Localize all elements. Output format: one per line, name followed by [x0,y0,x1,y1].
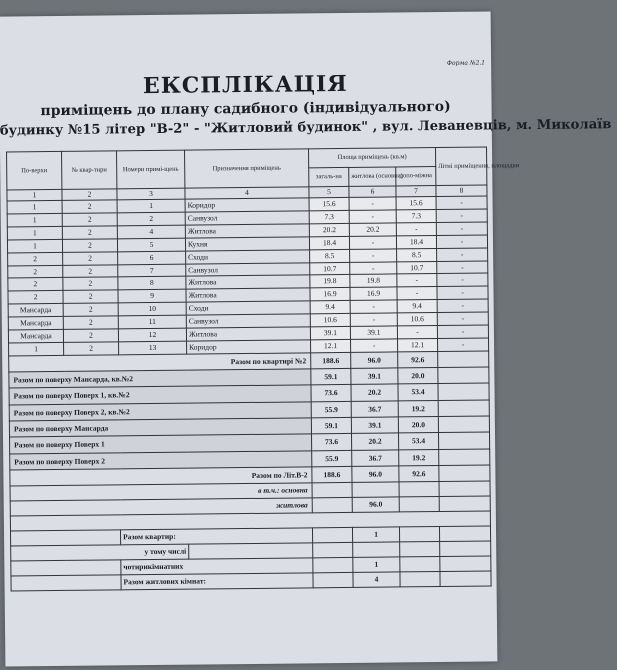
form-number: Форма №2.1 [446,59,486,67]
room-number-cell: 9 [118,289,186,303]
total-area-cell: 20.2 [309,223,349,236]
floor-sum-label: Разом по поверху Поверх 1 [10,434,312,453]
purpose-cell: Санвузол [186,262,310,276]
room-number-cell: 11 [118,315,186,329]
column-number: 6 [349,186,396,197]
apartment-cell: 2 [63,251,118,264]
floor-sum-living: 20.2 [351,433,398,450]
floor-sum-label: Разом по поверху Поверх 1, кв.№2 [9,385,311,404]
column-number: 8 [436,185,487,197]
aux-area-cell: 7.3 [396,209,436,222]
room-number-cell: 1 [117,199,185,213]
living-value: 96.0 [352,497,399,512]
apartment-cell: 2 [64,342,119,355]
header-apartment: № квар-тири [62,151,117,190]
floor-sum-label: Разом по поверху Поверх 2 [10,450,312,469]
purpose-cell: Сходи [186,301,310,315]
apartment-cell: 2 [63,329,118,342]
summer-area-cell: - [437,273,488,286]
floor-sum-aux: 19.2 [398,400,438,417]
floor-sum-aux: 20.0 [398,417,438,434]
lit-living-area: 96.0 [352,466,399,483]
floor-cell: 2 [8,252,63,265]
column-number: 7 [396,186,436,197]
summer-area-cell: - [436,209,487,222]
living-area-cell: - [349,236,396,249]
apartment-cell: 2 [63,290,118,303]
floor-sum-living: 39.1 [351,417,398,434]
floor-cell: 2 [8,265,63,278]
floor-cell: 1 [7,226,62,239]
header-living: житлова (основна) [349,167,396,186]
total-area-cell: 15.6 [309,197,349,210]
aux-area-cell: - [397,274,437,287]
apartment-cell: 2 [62,213,117,226]
summer-area-cell: - [436,235,487,248]
floor-cell: Мансарда [8,304,63,317]
summer-area-cell: - [436,196,487,209]
living-area-cell: 16.9 [350,287,397,300]
living-area-cell: - [349,197,396,210]
apartment-cell: 2 [63,277,118,290]
summer-area-cell: - [436,222,487,235]
total-area-cell: 10.6 [310,314,350,327]
floor-sum-aux: 53.4 [398,433,438,450]
header-summer: Літні приміщення, площадки [436,147,487,186]
room-number-cell: 8 [118,277,186,291]
purpose-cell: Кухня [185,237,309,251]
including-label: у тому числі [11,544,189,561]
floor-sum-living: 20.2 [351,384,398,401]
floor-cell: 1 [7,239,62,252]
floor-sum-living: 39.1 [351,368,398,385]
aux-area-cell: 9.4 [397,300,437,313]
living-label: житлова [10,498,312,516]
apartment-cell: 2 [62,200,117,213]
living-area-cell: 19.8 [350,274,397,287]
summer-area-cell: - [437,286,488,299]
lit-total-label: Разом по Літ.В-2 [10,467,312,486]
floor-cell: 1 [7,213,62,226]
floor-cell: 2 [8,291,63,304]
room-number-cell: 2 [117,212,185,226]
summer-area-cell: - [437,325,488,338]
living-rooms-label: Разом житлових кімнат: [121,573,313,590]
header-room-number: Номери примі-щень [117,150,185,189]
apartments-count-label: Разом квартир: [120,528,312,545]
total-area-cell: 9.4 [310,301,350,314]
document-address: будинку №15 літер "В-2" - "Житловий будинок" , вул. Леваневців, м. Миколаїв [0,117,612,139]
aux-area-cell: 10.7 [397,261,437,274]
column-number: 4 [185,187,309,199]
apartment-cell: 2 [63,303,118,316]
aux-area-cell: 15.6 [396,197,436,210]
floor-sum-aux: 20.0 [398,368,438,385]
purpose-cell: Житлова [186,327,310,341]
including-main-label: в т.ч.: основна [10,483,312,501]
apartment-total-area: 188.6 [311,352,351,369]
header-purpose: Призначення приміщень [185,149,309,188]
explication-table [6,146,520,591]
living-area-cell: - [350,249,397,262]
purpose-cell: Житлова [186,288,310,302]
total-area-cell: 7.3 [309,210,349,223]
living-area-cell: 20.2 [349,223,396,236]
room-number-cell: 5 [117,238,185,252]
four-room-label: чотирикімнатних [121,558,313,575]
summer-area-cell: - [438,338,489,351]
room-number-cell: 6 [118,251,186,265]
room-number-cell: 12 [118,328,186,342]
living-rooms-value: 4 [353,572,400,587]
floor-sum-total: 55.9 [311,401,351,418]
purpose-cell: Санвузол [185,211,309,225]
apartment-living-area: 96.0 [351,352,398,369]
summer-area-cell: - [437,261,488,274]
summer-area-cell: - [437,299,488,312]
aux-area-cell: 18.4 [396,235,436,248]
total-area-cell: 19.8 [310,275,350,288]
floor-sum-total: 55.9 [312,450,352,467]
apartment-aux-area: 92.6 [398,351,438,368]
purpose-cell: Коридор [185,198,309,212]
floor-sum-label: Разом по поверху Мансарда, кв.№2 [9,369,311,388]
purpose-cell: Сходи [186,249,310,263]
living-area-cell: - [350,313,397,326]
aux-area-cell: 10.6 [397,313,437,326]
living-area-cell: - [350,261,397,274]
column-number: 3 [117,188,185,200]
lit-summer-area [439,465,490,482]
living-area-cell: - [350,300,397,313]
header-auxiliary: допо-міжна [396,167,436,186]
purpose-cell: Коридор [187,340,311,354]
four-room-value: 1 [353,557,400,572]
apartment-cell: 2 [62,239,117,252]
floor-sum-living: 36.7 [352,450,399,467]
lit-total-area: 188.6 [312,466,352,483]
floor-cell: 1 [9,342,64,355]
floor-sum-total: 59.1 [311,369,351,386]
room-number-cell: 10 [118,302,186,316]
column-number: 1 [7,189,62,201]
apartment-total-label: Разом по квартирі №2 [9,353,311,372]
room-number-cell: 4 [117,225,185,239]
floor-cell: Мансарда [8,329,63,342]
column-number: 2 [62,189,117,201]
aux-area-cell: - [397,326,437,339]
total-area-cell: 10.7 [310,262,350,275]
header-total: загаль-на [309,167,349,186]
apartment-cell: 2 [63,264,118,277]
floor-cell: 1 [7,200,62,213]
total-area-cell: 18.4 [309,236,349,249]
total-area-cell: 39.1 [310,326,350,339]
living-area-cell: - [351,339,398,352]
purpose-cell: Санвузол [186,314,310,328]
floor-sum-total: 73.6 [311,385,351,402]
floor-cell: Мансарда [8,317,63,330]
floor-sum-aux: 19.2 [399,449,439,466]
total-area-cell: 12.1 [311,339,351,352]
column-number: 5 [309,186,349,197]
header-area-group: Площа приміщень (кв.м) [309,148,436,168]
room-number-cell: 13 [119,341,187,355]
floor-sum-aux: 53.4 [398,384,438,401]
total-area-cell: 16.9 [310,288,350,301]
floor-sum-total: 59.1 [311,417,351,434]
floor-cell: 2 [8,278,63,291]
total-area-cell: 8.5 [310,249,350,262]
aux-area-cell: 8.5 [397,248,437,261]
aux-area-cell: - [397,287,437,300]
document-title: ЕКСПЛІКАЦІЯ [142,70,348,100]
summer-area-cell: - [437,248,488,261]
floor-sum-label: Разом по поверху Поверх 2, кв.№2 [9,402,311,421]
living-area-cell: 39.1 [350,326,397,339]
document-subtitle: приміщень до плану садибного (індивідуального) [40,98,451,120]
living-area-cell: - [349,210,396,223]
apartment-cell: 2 [63,316,118,329]
floor-sum-total: 73.6 [312,434,352,451]
apartment-cell: 2 [62,226,117,239]
purpose-cell: Житлова [186,275,310,289]
aux-area-cell: - [396,222,436,235]
floor-sum-label: Разом по поверху Мансарда [9,418,311,437]
room-number-cell: 7 [118,264,186,278]
summer-area-cell: - [437,312,488,325]
lit-aux-area: 92.6 [399,465,439,482]
aux-area-cell: 12.1 [398,338,438,351]
floor-sum-living: 36.7 [351,401,398,418]
header-floor: По-верхи [7,151,62,190]
apartments-count-value: 1 [352,527,399,542]
apartment-summer-area [438,351,489,368]
purpose-cell: Житлова [185,224,309,238]
explication-sheet [0,11,612,666]
